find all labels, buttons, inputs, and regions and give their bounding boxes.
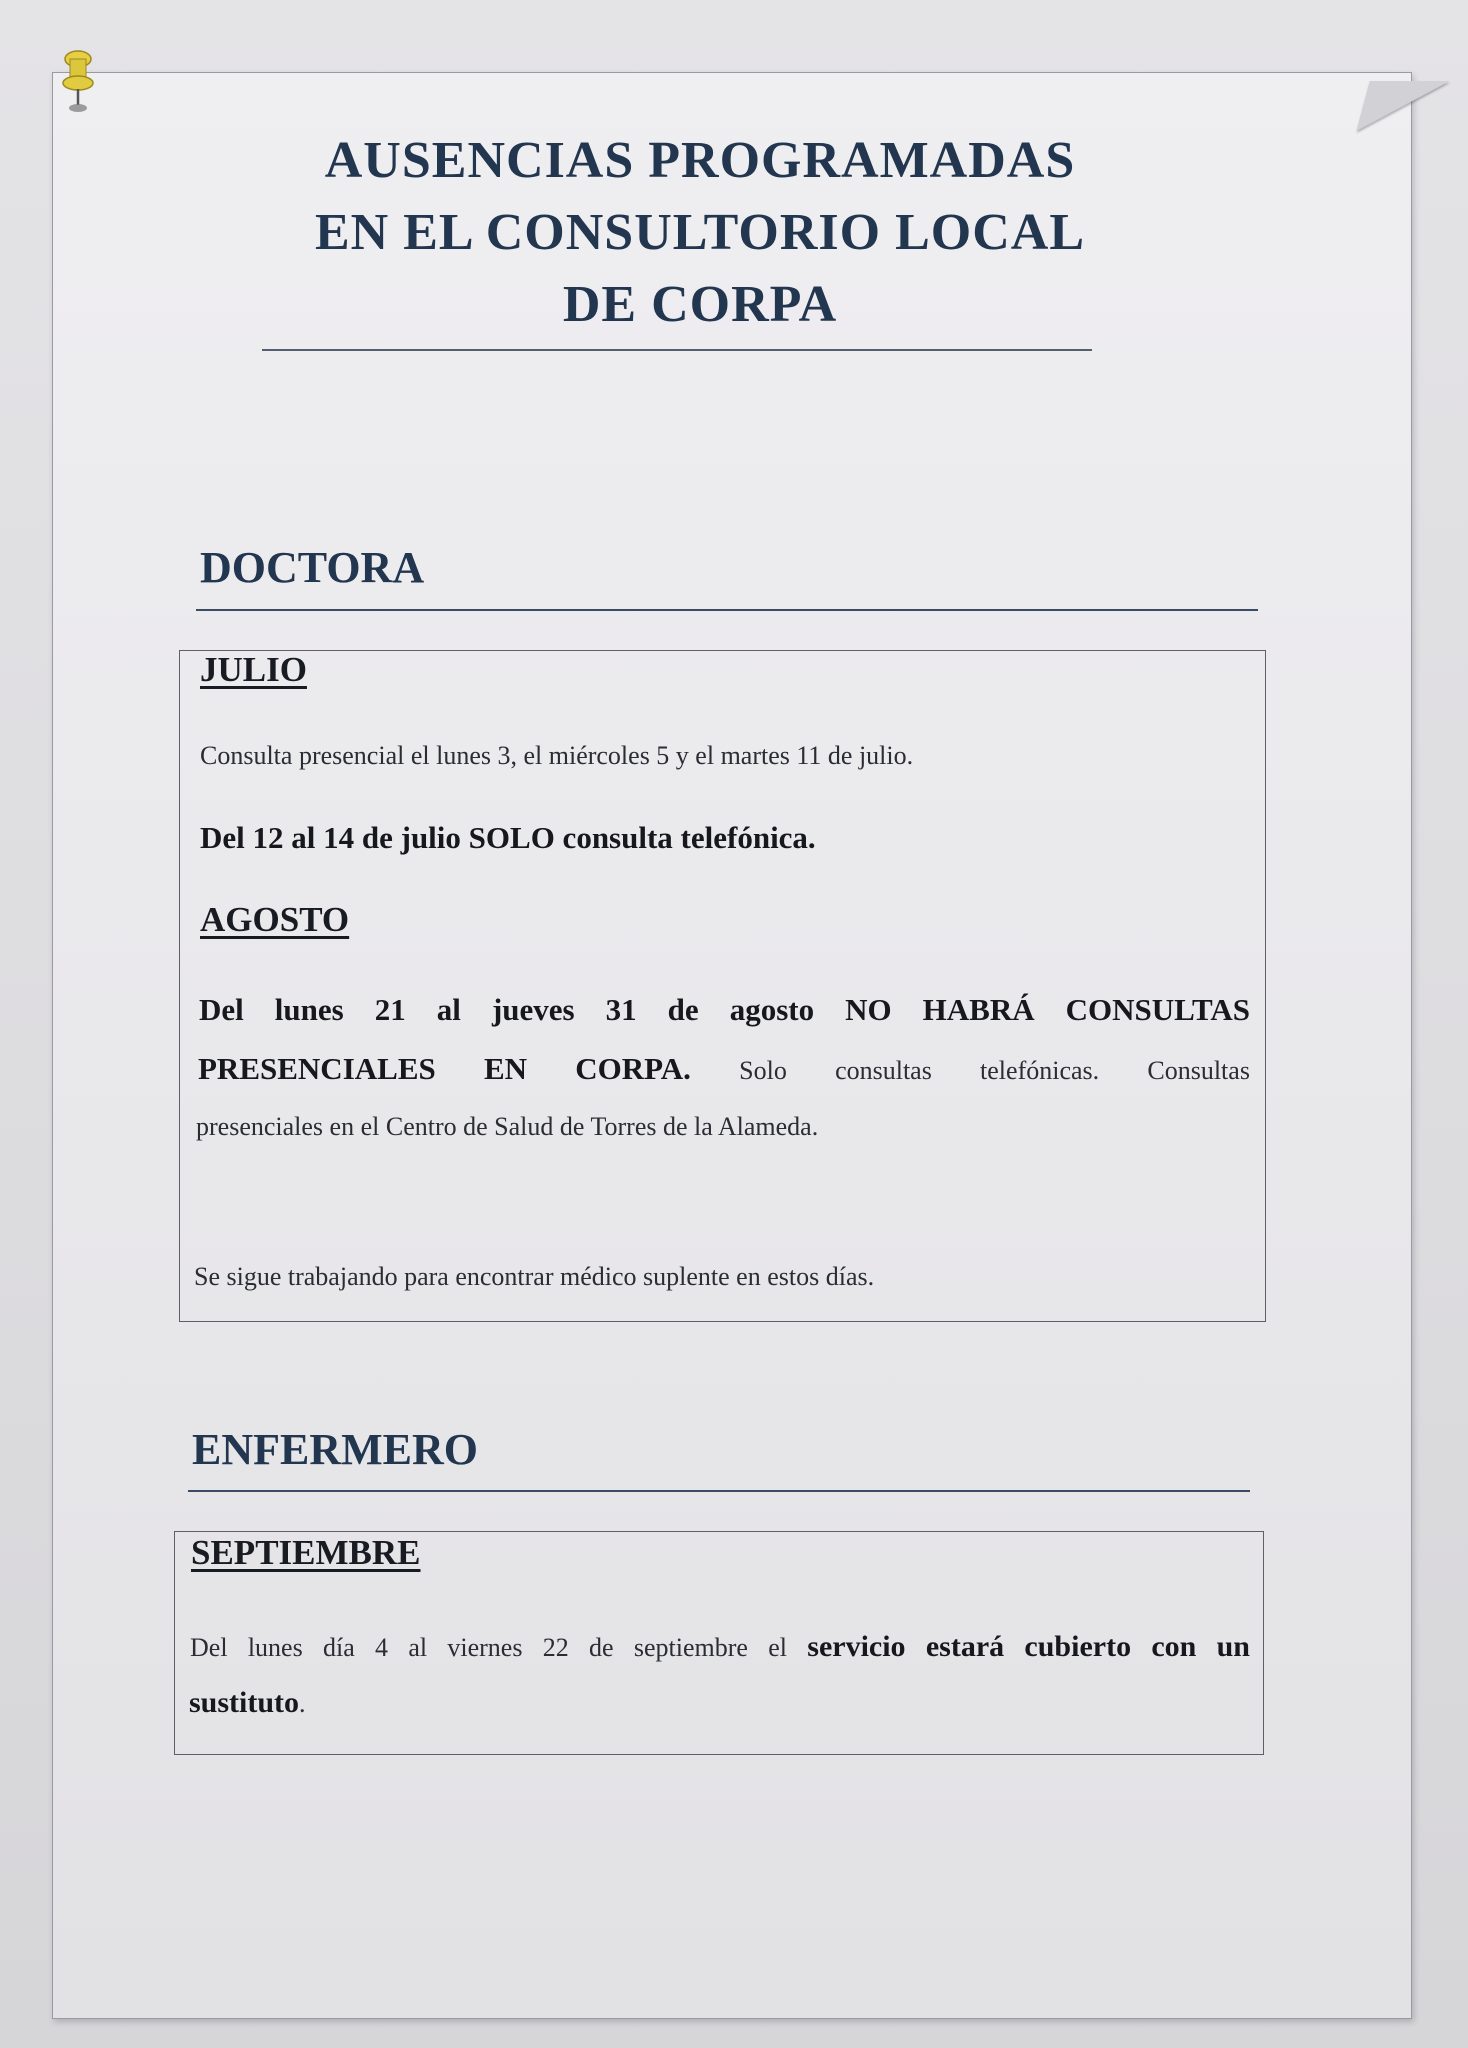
agosto-word: CONSULTAS — [1065, 992, 1250, 1027]
month-heading-agosto: AGOSTO — [200, 900, 350, 939]
agosto-word: consultas — [835, 1056, 932, 1085]
septiembre-word: servicio — [807, 1630, 906, 1663]
julio-text-telefonica: Del 12 al 14 de julio SOLO consulta telefónica. — [200, 820, 816, 855]
septiembre-word: septiembre — [633, 1633, 748, 1662]
section-heading-enfermero: ENFERMERO — [192, 1425, 478, 1474]
agosto-word: PRESENCIALES — [198, 1051, 436, 1086]
title-line-1: AUSENCIAS PROGRAMADAS — [324, 132, 1076, 189]
septiembre-word: el — [768, 1633, 787, 1662]
folded-corner — [1356, 81, 1449, 131]
septiembre-line-1 — [190, 1630, 1250, 1664]
septiembre-word: con — [1151, 1630, 1197, 1663]
septiembre-word: lunes — [247, 1633, 303, 1662]
julio-text-presencial: Consulta presencial el lunes 3, el miércoles 5 y el martes 11 de julio. — [200, 741, 914, 770]
pushpin-icon — [61, 49, 95, 115]
septiembre-word: 4 — [375, 1633, 389, 1662]
agosto-word: telefónicas. — [980, 1056, 1100, 1085]
agosto-word: HABRÁ — [922, 992, 1035, 1027]
agosto-line-1 — [199, 992, 1250, 1028]
septiembre-word: al — [408, 1633, 428, 1662]
agosto-word: Consultas — [1147, 1056, 1250, 1085]
septiembre-period: . — [299, 1689, 306, 1718]
title-line-3: DE CORPA — [562, 276, 838, 333]
agosto-word: EN — [483, 1051, 528, 1086]
doctora-note: Se sigue trabajando para encontrar médico suplente en estos días. — [194, 1262, 875, 1291]
septiembre-word: estará — [925, 1630, 1005, 1663]
page-title — [230, 125, 1170, 341]
agosto-word: lunes — [274, 992, 344, 1027]
septiembre-word: de — [589, 1633, 614, 1662]
agosto-word: Del — [199, 992, 244, 1027]
agosto-line-3: presenciales en el Centro de Salud de Torres de la Alameda. — [196, 1112, 819, 1141]
agosto-word: NO — [845, 992, 892, 1027]
septiembre-word: Del — [190, 1633, 228, 1662]
septiembre-word: sustituto — [189, 1686, 300, 1719]
agosto-word: Solo — [739, 1056, 787, 1085]
septiembre-word: viernes — [447, 1633, 523, 1662]
agosto-word: agosto — [729, 992, 815, 1027]
agosto-line-2 — [198, 1051, 1250, 1087]
section-divider-doctora — [196, 609, 1258, 611]
month-heading-septiembre: SEPTIEMBRE — [191, 1533, 421, 1572]
septiembre-line-2 — [189, 1686, 306, 1720]
title-divider — [262, 349, 1092, 351]
agosto-word: 31 — [605, 992, 637, 1027]
septiembre-word: cubierto — [1024, 1630, 1132, 1663]
month-heading-julio: JULIO — [200, 650, 307, 689]
agosto-word: 21 — [374, 992, 406, 1027]
agosto-word: jueves — [491, 992, 575, 1027]
title-line-2: EN EL CONSULTORIO LOCAL — [314, 204, 1086, 261]
septiembre-word: 22 — [542, 1633, 569, 1662]
agosto-word: CORPA. — [575, 1051, 691, 1086]
section-heading-doctora: DOCTORA — [200, 543, 425, 592]
septiembre-word: un — [1216, 1630, 1250, 1663]
agosto-word: de — [667, 992, 699, 1027]
agosto-word: al — [436, 992, 461, 1027]
septiembre-word: día — [323, 1633, 355, 1662]
section-divider-enfermero — [188, 1490, 1250, 1492]
